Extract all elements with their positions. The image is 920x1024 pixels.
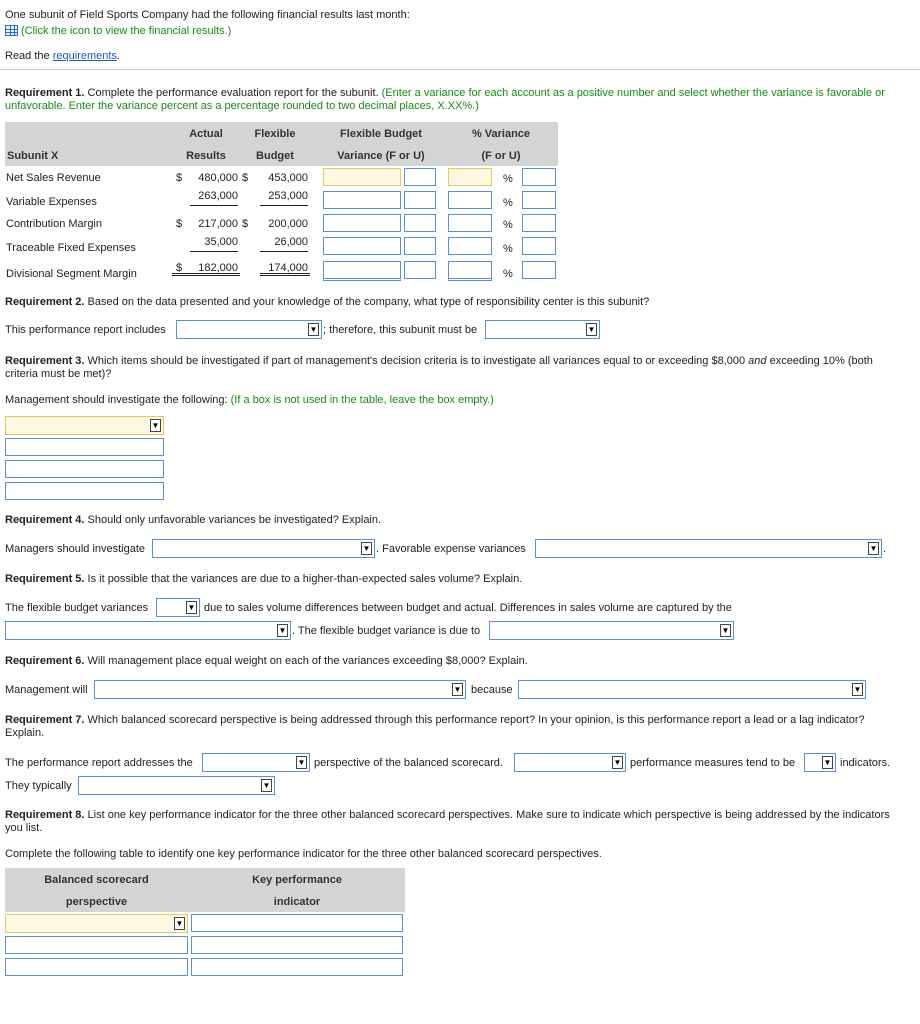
they-typically-dropdown[interactable] <box>78 776 275 795</box>
because-dropdown[interactable] <box>518 680 866 699</box>
dropdown-arrow-icon[interactable]: ▼ <box>613 758 622 767</box>
perspective-header-2: perspective <box>65 896 128 908</box>
table-icon[interactable] <box>5 25 18 36</box>
req4-s3: . <box>883 543 887 555</box>
req7-s5: They typically <box>5 780 72 792</box>
req7-s1: The performance report addresses the <box>5 757 193 769</box>
responsibility-center-dropdown[interactable] <box>485 320 600 339</box>
pct-sign: % <box>503 243 513 255</box>
intro-text: One subunit of Field Sports Company had the following financial results last month: <box>5 9 410 21</box>
financial-results-link[interactable] <box>5 25 231 37</box>
dropdown-arrow-icon[interactable]: ▼ <box>453 685 462 694</box>
kpi-header-2: indicator <box>273 896 321 908</box>
dollar-sign: $ <box>176 172 183 184</box>
actual-value: 263,000 <box>190 190 238 206</box>
req5-s1: The flexible budget variances <box>5 602 149 614</box>
perspective-header-1: Balanced scorecard <box>44 874 149 886</box>
row-label: Divisional Segment Margin <box>6 268 137 280</box>
dropdown-arrow-icon[interactable]: ▼ <box>151 421 160 430</box>
flex-value: 26,000 <box>260 236 308 252</box>
management-will-dropdown[interactable] <box>94 680 466 699</box>
req5-prompt <box>5 573 522 585</box>
pct-input[interactable] <box>448 191 492 209</box>
actual-header-1: Actual <box>189 128 223 140</box>
pct-fu-select[interactable] <box>522 168 556 186</box>
read-prefix: Read the <box>5 50 53 62</box>
financial-results-text[interactable]: (Click the icon to view the financial results.) <box>21 25 232 37</box>
req1-label: Requirement 1. <box>5 87 85 99</box>
req8-label: Requirement 8. <box>5 809 85 821</box>
req5-text: Is it possible that the variances are due to a higher-than-expected sales volume? Explain. <box>84 573 523 585</box>
pct-sign: % <box>503 173 513 185</box>
kpi-header-1: Key performance <box>252 874 342 886</box>
req5-s2: due to sales volume differences between budget and actual. Differences in sales volume are captured by the <box>204 602 732 614</box>
fbv-header-2: Variance (F or U) <box>337 150 425 162</box>
dropdown-arrow-icon[interactable]: ▼ <box>853 685 862 694</box>
pct-input[interactable] <box>448 261 492 281</box>
pct-input[interactable] <box>448 214 492 232</box>
req3-label: Requirement 3. <box>5 355 85 367</box>
actual-value: 217,000 <box>198 218 238 230</box>
req5-s3: . The flexible budget variance is due to <box>292 625 481 637</box>
req6-s1: Management will <box>5 684 88 696</box>
sales-volume-captured-dropdown[interactable] <box>5 621 291 640</box>
req1-instructions-2: unfavorable. Enter the variance percent as a percentage rounded to two decimal places, X.XX%.) <box>5 100 479 112</box>
req2-sentence-a: This performance report includes <box>5 324 166 336</box>
kpi-input[interactable] <box>191 936 403 954</box>
flex-value: 200,000 <box>268 218 308 230</box>
req7-s2: perspective of the balanced scorecard. <box>314 757 503 769</box>
req4-s2: . Favorable expense variances <box>376 543 526 555</box>
req8-text: List one key performance indicator for the three other balanced scorecard perspectives. Make sure to indicate which perspective is being addressed by the indicators <box>84 809 890 821</box>
report-includes-dropdown[interactable] <box>176 320 322 339</box>
req2-label: Requirement 2. <box>5 296 85 308</box>
row-label: Traceable Fixed Expenses <box>6 242 136 254</box>
variance-input[interactable] <box>323 237 401 255</box>
req1-instructions: (Enter a variance for each account as a positive number and select whether the variance is favorable or <box>381 87 885 99</box>
req6-s2: because <box>471 684 513 696</box>
variance-input[interactable] <box>323 214 401 232</box>
req6-text: Will management place equal weight on each of the variances exceeding $8,000? Explain. <box>84 655 528 667</box>
fu-select[interactable] <box>404 191 436 209</box>
dollar-sign: $ <box>242 172 249 184</box>
req7-s4: indicators. <box>840 757 891 769</box>
fu-select[interactable] <box>404 214 436 232</box>
kpi-input[interactable] <box>191 958 403 976</box>
variance-input[interactable] <box>323 168 401 186</box>
dropdown-arrow-icon[interactable]: ▼ <box>362 544 371 553</box>
req6-prompt <box>5 655 528 667</box>
investigate-item-dropdown[interactable] <box>5 416 164 435</box>
pct-sign: % <box>503 268 513 280</box>
dropdown-arrow-icon[interactable]: ▼ <box>823 758 832 767</box>
fu-select[interactable] <box>404 237 436 255</box>
flex-value: 253,000 <box>260 190 308 206</box>
req7-label: Requirement 7. <box>5 714 85 726</box>
dropdown-arrow-icon[interactable]: ▼ <box>721 626 730 635</box>
scorecard-perspective-dropdown[interactable] <box>202 753 310 772</box>
flex-value: 174,000 <box>268 262 308 274</box>
req3-text-line2: criteria must be met)? <box>5 368 112 380</box>
req3-mgmt-note: (If a box is not used in the table, leave the box empty.) <box>230 394 494 406</box>
requirements-link[interactable]: requirements <box>52 50 117 62</box>
pct-fu-select[interactable] <box>522 261 556 279</box>
kpi-input[interactable] <box>191 914 403 932</box>
variance-input[interactable] <box>323 191 401 209</box>
req3-text-b: exceeding 10% (both <box>766 355 873 367</box>
lead-lag-dropdown[interactable] <box>804 753 836 772</box>
req8-prompt <box>5 809 890 821</box>
actual-value: 480,000 <box>198 172 238 184</box>
req3-text-a: Which items should be investigated if part of management's decision criteria is to investigate all variances equal to or exceeding $8,000 <box>84 355 749 367</box>
pct-sign: % <box>503 219 513 231</box>
pct-fu-select[interactable] <box>522 191 556 209</box>
req5-label: Requirement 5. <box>5 573 85 585</box>
pct-fu-select[interactable] <box>522 214 556 232</box>
flex-header-2: Budget <box>256 150 294 162</box>
perspective-input[interactable] <box>5 958 188 976</box>
req7-text-line2: Explain. <box>5 727 45 739</box>
req3-and: and <box>748 355 767 367</box>
req2-text: Based on the data presented and your knowledge of the company, what type of responsibility center is this subunit? <box>84 296 650 308</box>
req4-text: Should only unfavorable variances be investigated? Explain. <box>84 514 382 526</box>
dropdown-arrow-icon[interactable]: ▼ <box>297 758 306 767</box>
dollar-sign: $ <box>176 262 183 274</box>
pct-header-1: % Variance <box>471 128 531 140</box>
row-label: Variable Expenses <box>6 196 97 208</box>
flex-header-1: Flexible <box>254 128 296 140</box>
req8-text-line2: you list. <box>5 822 43 834</box>
actual-value: 182,000 <box>198 262 238 274</box>
pct-fu-select[interactable] <box>522 237 556 255</box>
req7-prompt <box>5 714 865 726</box>
managers-investigate-dropdown[interactable] <box>152 539 375 558</box>
req4-s1: Managers should investigate <box>5 543 146 555</box>
dropdown-arrow-icon[interactable]: ▼ <box>278 626 287 635</box>
req4-label: Requirement 4. <box>5 514 85 526</box>
dropdown-arrow-icon[interactable]: ▼ <box>175 919 184 928</box>
fu-select[interactable] <box>404 261 436 279</box>
req2-prompt <box>5 296 649 308</box>
req1-prompt <box>5 87 885 99</box>
pct-input[interactable] <box>448 168 492 186</box>
req3-mgmt-text: Management should investigate the following: <box>5 394 231 406</box>
req8-complete: Complete the following table to identify one key performance indicator for the three other balanced scorecard perspectives. <box>5 848 602 860</box>
variance-input[interactable] <box>323 261 401 281</box>
fbv-header-1: Flexible Budget <box>340 128 422 140</box>
req3-mgmt <box>5 394 494 406</box>
flex-value: 453,000 <box>268 172 308 184</box>
actual-value: 35,000 <box>190 236 238 252</box>
pct-sign: % <box>503 197 513 209</box>
dropdown-arrow-icon[interactable]: ▼ <box>587 325 596 334</box>
fu-select[interactable] <box>404 168 436 186</box>
favorable-expense-dropdown[interactable] <box>535 539 882 558</box>
flexible-variances-dropdown[interactable] <box>156 598 200 617</box>
dropdown-arrow-icon[interactable]: ▼ <box>309 325 318 334</box>
pct-input[interactable] <box>448 237 492 255</box>
investigate-item-input[interactable] <box>5 460 164 478</box>
actual-header-2: Results <box>186 150 226 162</box>
dropdown-arrow-icon[interactable]: ▼ <box>869 544 878 553</box>
req6-label: Requirement 6. <box>5 655 85 667</box>
perspective-input[interactable] <box>5 936 188 954</box>
req3-prompt <box>5 355 873 367</box>
dollar-sign: $ <box>176 218 183 230</box>
divider <box>0 69 920 70</box>
dropdown-arrow-icon[interactable]: ▼ <box>187 603 196 612</box>
req4-prompt <box>5 514 381 526</box>
read-suffix: . <box>116 50 120 62</box>
row-label: Contribution Margin <box>6 218 102 230</box>
subunit-header: Subunit X <box>7 150 59 162</box>
read-requirements <box>5 50 120 62</box>
row-label: Net Sales Revenue <box>6 172 101 184</box>
measure-type-dropdown[interactable] <box>514 753 626 772</box>
pct-header-2: (F or U) <box>481 150 521 162</box>
req2-sentence-b: ; therefore, this subunit must be <box>323 324 478 336</box>
investigate-item-input[interactable] <box>5 482 164 500</box>
dropdown-arrow-icon[interactable]: ▼ <box>262 781 271 790</box>
dollar-sign: $ <box>242 218 249 230</box>
req7-text: Which balanced scorecard perspective is being addressed through this performance report? In your opinion, is this performance report a lead or a lag indicator? <box>84 714 865 726</box>
flexible-variance-due-dropdown[interactable] <box>489 621 734 640</box>
perspective-dropdown[interactable] <box>5 914 188 933</box>
req7-s3: performance measures tend to be <box>630 757 796 769</box>
investigate-item-input[interactable] <box>5 438 164 456</box>
req1-text: Complete the performance evaluation report for the subunit. <box>84 87 382 99</box>
